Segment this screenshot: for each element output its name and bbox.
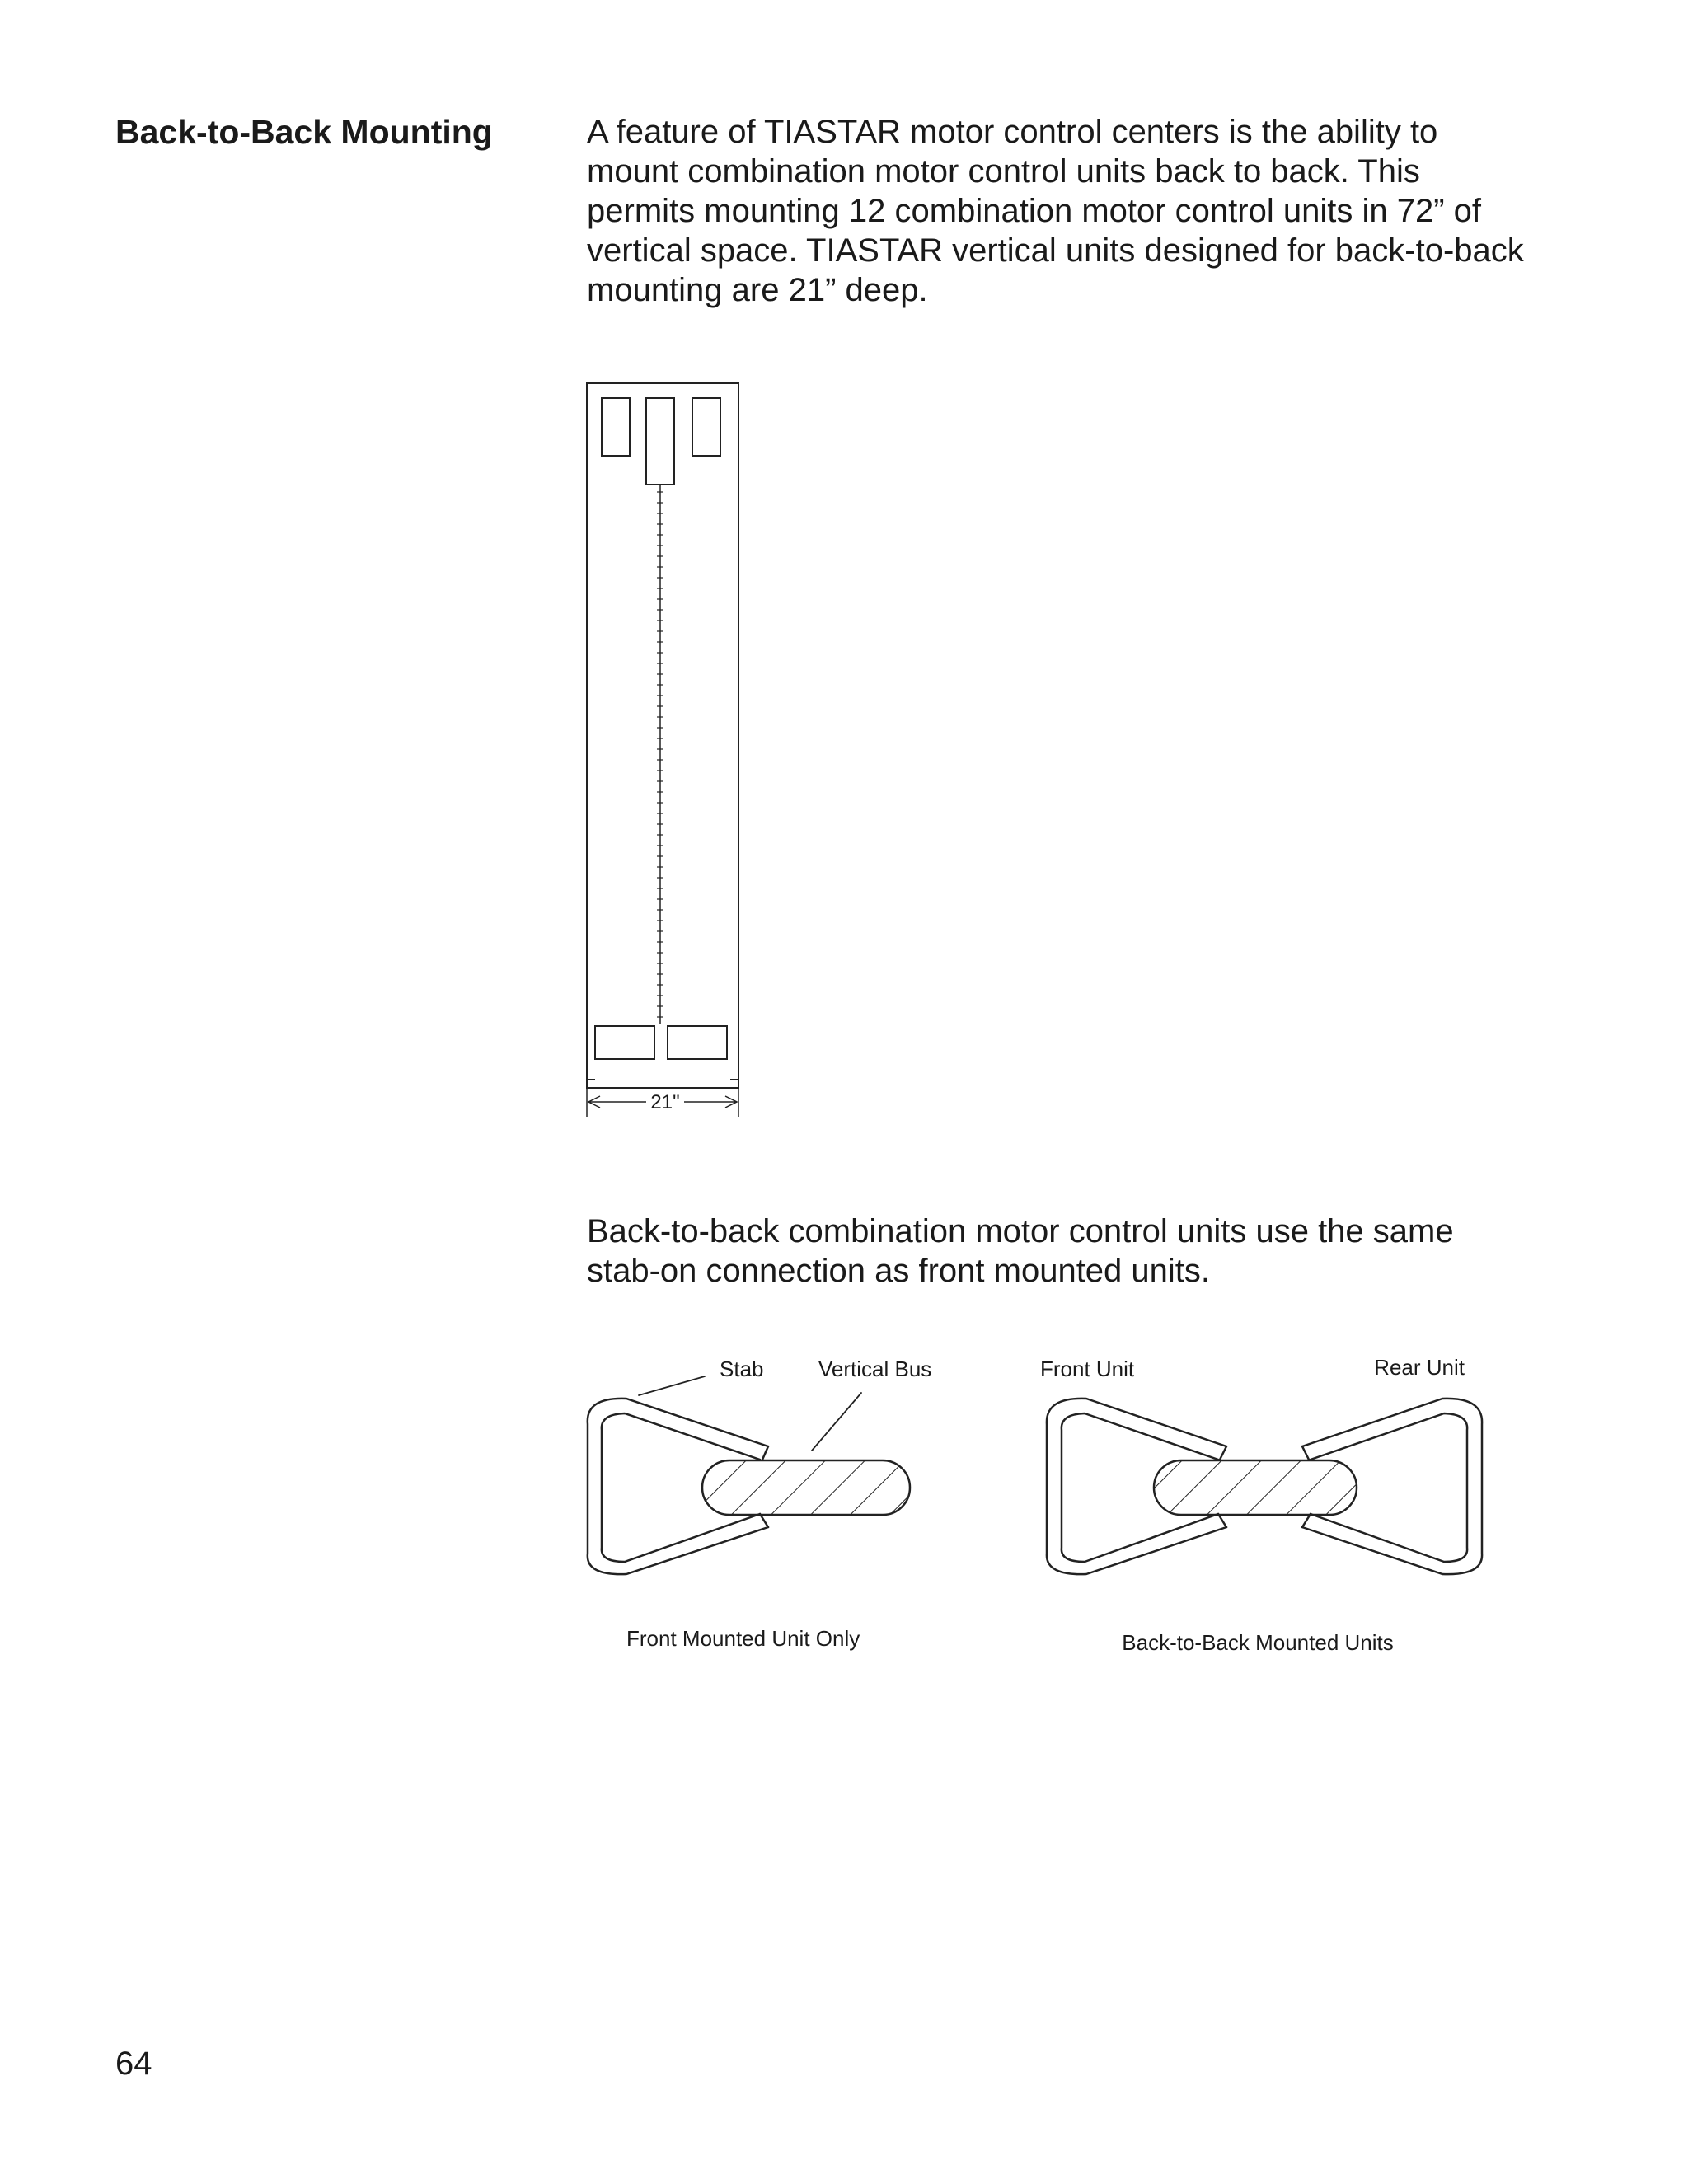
front-only-caption: Front Mounted Unit Only: [626, 1626, 860, 1651]
front-only-stab-lower-tip: [760, 1514, 768, 1527]
bottom-left-compartment: [595, 1026, 654, 1059]
intro-paragraph: A feature of TIASTAR motor control centers is the ability to mount combination motor control units back to back. This permits mounting 12 combination motor control units in 72” of vertical space. TIASTAR vertical units designed for back-to-back mounting are 21” deep.: [587, 114, 1524, 308]
depth-dimension-label: 21": [650, 1091, 680, 1113]
stab-label: Stab: [720, 1357, 764, 1381]
vertical-bus-label: Vertical Bus: [818, 1357, 932, 1381]
top-center-compartment: [646, 398, 674, 485]
top-left-compartment: [602, 398, 630, 456]
front-unit-label: Front Unit: [1040, 1357, 1135, 1381]
front-unit-stab-lower-tip: [1218, 1514, 1226, 1527]
cabinet-side-view-figure: [577, 375, 758, 1121]
stab-paragraph: Back-to-back combination motor control units use the same stab-on connection as front mounted units.: [587, 1213, 1454, 1289]
front-only-vertical-bus: [702, 1460, 910, 1515]
section-heading: Back-to-Back Mounting: [115, 113, 493, 151]
back-to-back-vertical-bus: [1154, 1460, 1357, 1515]
back-to-back-caption: Back-to-Back Mounted Units: [1122, 1630, 1394, 1655]
front-unit-stab-upper-tip: [1220, 1446, 1226, 1460]
vertical-bus-leader-line: [812, 1393, 861, 1451]
bottom-right-compartment: [668, 1026, 727, 1059]
rear-unit-stab-upper-tip: [1302, 1446, 1309, 1460]
page-number: 64: [115, 2046, 152, 2082]
stab-connection-figure: [577, 1352, 1500, 1665]
rear-unit-stab-lower-tip: [1302, 1514, 1311, 1527]
front-only-stab-upper-tip: [762, 1446, 768, 1460]
top-right-compartment: [692, 398, 720, 456]
cabinet-outline: [587, 383, 738, 1088]
rear-unit-label: Rear Unit: [1374, 1355, 1465, 1380]
stab-leader-line: [639, 1376, 705, 1395]
